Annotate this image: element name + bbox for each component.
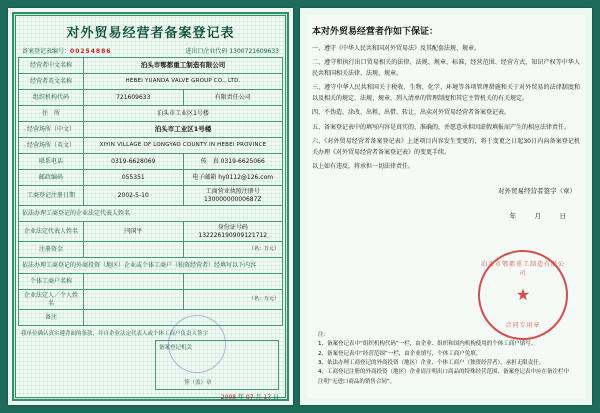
table-row	[19, 222, 283, 242]
registration-number-value: 00254886	[70, 48, 112, 55]
table-row	[19, 170, 283, 186]
table-row	[19, 242, 283, 258]
left-page-content	[18, 18, 283, 402]
day-label: 日	[272, 394, 279, 402]
row-extra: 工商营业执照注册号 13000000000687Z	[183, 186, 283, 206]
notes-block	[318, 331, 574, 387]
row-value	[84, 290, 184, 310]
issue-date	[221, 392, 279, 401]
table-row	[19, 122, 283, 138]
row-label: 组织机构代码	[19, 90, 84, 106]
table-section-header	[19, 206, 283, 222]
row-extra: 有限责任公司	[183, 90, 283, 106]
authority-signature-label: 备案登记机关	[159, 345, 193, 352]
row-value: 0319-6628069	[84, 154, 184, 170]
enterprise-code-label: 进出口企业代码	[185, 48, 228, 55]
notes-title: 注：	[318, 331, 330, 338]
row-extra: （名：万元）	[183, 242, 283, 258]
table-row	[19, 310, 283, 326]
row-label: 经营者中文名称	[19, 58, 84, 74]
guarantee-paragraph: 以上如有违反，将承担一切法律责任。	[312, 162, 415, 170]
note-item: 4、工商登记注册的外商投资（地区）企业请注明出口商品的特殊经营范围、备案登记表中应在备注栏中注明“无进口商品的销售合同”。	[318, 369, 570, 385]
row-label: 经营场所（英文）	[19, 138, 84, 154]
row-value: XIYIN VILLAGE OF LONGYAO COUNTY IN HEBEI PROVINCE	[84, 138, 283, 154]
registration-number-label: 备案登记表编号：	[22, 48, 71, 55]
seal-bottom-text: 合同专用章	[505, 322, 541, 329]
row-label: 工商登记注册日期	[19, 186, 84, 206]
star-icon: ★	[515, 285, 531, 304]
row-label: 经营场所（中文）	[19, 122, 84, 138]
guarantee-paragraph: 三、遵守中华人民共和国关于税收、生物、化学、环境等各项管理措施和关于对外贸易的法律制度和以及相关的规定、法规、规章、列入清单的管理制度和其它主管机关的有关规定。	[312, 84, 580, 103]
row-value: 055351	[84, 170, 184, 186]
row-label: 邮政编码	[19, 170, 84, 186]
note-item: 1、备案登记表中“组织机构代码”一栏，由企业、组织和国内机构使用的个体工商户填写。	[318, 341, 537, 348]
row-value: HEBEI YUANDA VALVE GROUP CO., LTD.	[84, 74, 283, 90]
company-round-seal	[478, 250, 568, 340]
issue-year: 2008	[220, 394, 237, 402]
guarantee-paragraph: 一、遵守《中华人民共和国对外贸易法》及其配套法规、规章。	[312, 45, 481, 52]
id-label: 身份证号码	[217, 224, 248, 231]
row-label: 住 所	[19, 106, 84, 122]
operator-signature-label: 对外贸易经营者签字（章）	[498, 186, 576, 195]
row-label: 联系电话	[19, 154, 84, 170]
table-row	[19, 74, 283, 90]
table-row	[19, 106, 283, 122]
seal-top-text: 泊头市鄂都重工制造有限公司	[480, 261, 565, 277]
row-value: 2002-5-10	[84, 186, 184, 206]
issue-month: 07	[245, 394, 254, 402]
registration-number-group	[22, 46, 111, 55]
row-label: 企业法定人／个人姓名	[19, 290, 84, 310]
table-section-header	[19, 258, 283, 274]
row-label: 经营者英文名称	[19, 74, 84, 90]
authority-round-stamp	[168, 315, 226, 373]
row-label: 个体工商户名称	[19, 274, 84, 290]
guarantee-paragraph: 五、备案登记表中的填写内容是真实的、准确的，并愿意承担因虚假填报而产生的相应法律责任。	[312, 123, 571, 131]
row-value	[84, 274, 184, 290]
enterprise-code-group	[185, 46, 279, 55]
table-row	[19, 154, 283, 170]
table-row	[19, 138, 283, 154]
declaration-footnote: 我单位确认真实遵背面的条款，并自企业法定代表人或个体工商户负责人签字	[21, 331, 209, 337]
registration-form-table	[18, 57, 283, 326]
issue-day: 17	[263, 394, 272, 402]
row-value: 泊头市鄂都重工制造有限公司	[84, 58, 283, 74]
section-1-label: 依法办理工商登记的企业法定代表人姓名	[19, 206, 283, 222]
row-value: 721609633	[84, 90, 184, 106]
row-label: 注册资金	[19, 242, 84, 258]
row-value: 泊头市工业区1号楼	[84, 122, 283, 138]
left-page	[8, 8, 293, 405]
guarantee-title: 本对外贸易经营者作如下保证：	[312, 27, 439, 37]
row-extra: 电子邮箱 hy0112@126.com	[183, 170, 283, 186]
remark-label: 备注	[19, 310, 84, 326]
row-value: 闫国平	[84, 222, 184, 242]
enterprise-code-value: 1300721609633	[229, 48, 279, 55]
row-extra: 传 真 0319-6625066	[183, 154, 283, 170]
page-title: 对外贸易经营者备案登记表	[66, 26, 235, 41]
date-row	[18, 392, 283, 401]
authority-signature-sub-label: 签（盖）章	[184, 380, 212, 387]
operator-signature-date: 年 月 日	[509, 211, 572, 220]
row-label: 企业法定代表人姓名	[19, 222, 84, 242]
guarantee-paragraph: 四、不伪造、涂改、出租、出借、转让、出卖对外贸易经营者备案登记表。	[312, 109, 511, 117]
row-value	[84, 242, 184, 258]
year-label: 年	[237, 394, 244, 402]
signature-row	[18, 340, 283, 390]
row-value: 泊头市工业区1号楼	[84, 106, 283, 122]
table-row	[19, 274, 283, 290]
table-row	[19, 290, 283, 310]
right-page-content	[310, 18, 582, 395]
table-row	[19, 58, 283, 74]
guarantee-paragraph: 六、《对外贸易经营者备案登记表》上述项目内容发生变更的，将于变更之日起30日内向备案登记机关办理《对外贸易经营者备案登记表》的变更手续。	[312, 137, 580, 156]
month-label: 月	[255, 394, 262, 402]
registration-header	[18, 46, 283, 57]
note-item: 2、备案登记表中“经营范围”一栏，由企业填写，个体工商户免填。	[318, 350, 482, 357]
table-row	[19, 90, 283, 106]
right-page	[300, 8, 592, 405]
row-extra	[183, 274, 283, 290]
section-2-label: 依法办理工商登记的外商投资（地区）企业或个体工商户（独资经营者）经填写以下内容	[19, 258, 283, 274]
row-extra: （名：万元）	[183, 290, 283, 310]
guarantee-paragraph: 二、遵守和执行出口贸易相关的法律、法规、规章、标准，经营范围、经营方式、知识产权等中华人民共和国相关法律、法规、规章。	[312, 59, 580, 78]
table-row	[19, 186, 283, 206]
row-extra	[183, 222, 283, 242]
id-value: 132226190909121712	[198, 231, 268, 239]
note-item: 3、依法办理工商登记的外商投资（地区）企业、个体工商户（独资经营者），承担无限责任。	[318, 359, 545, 366]
